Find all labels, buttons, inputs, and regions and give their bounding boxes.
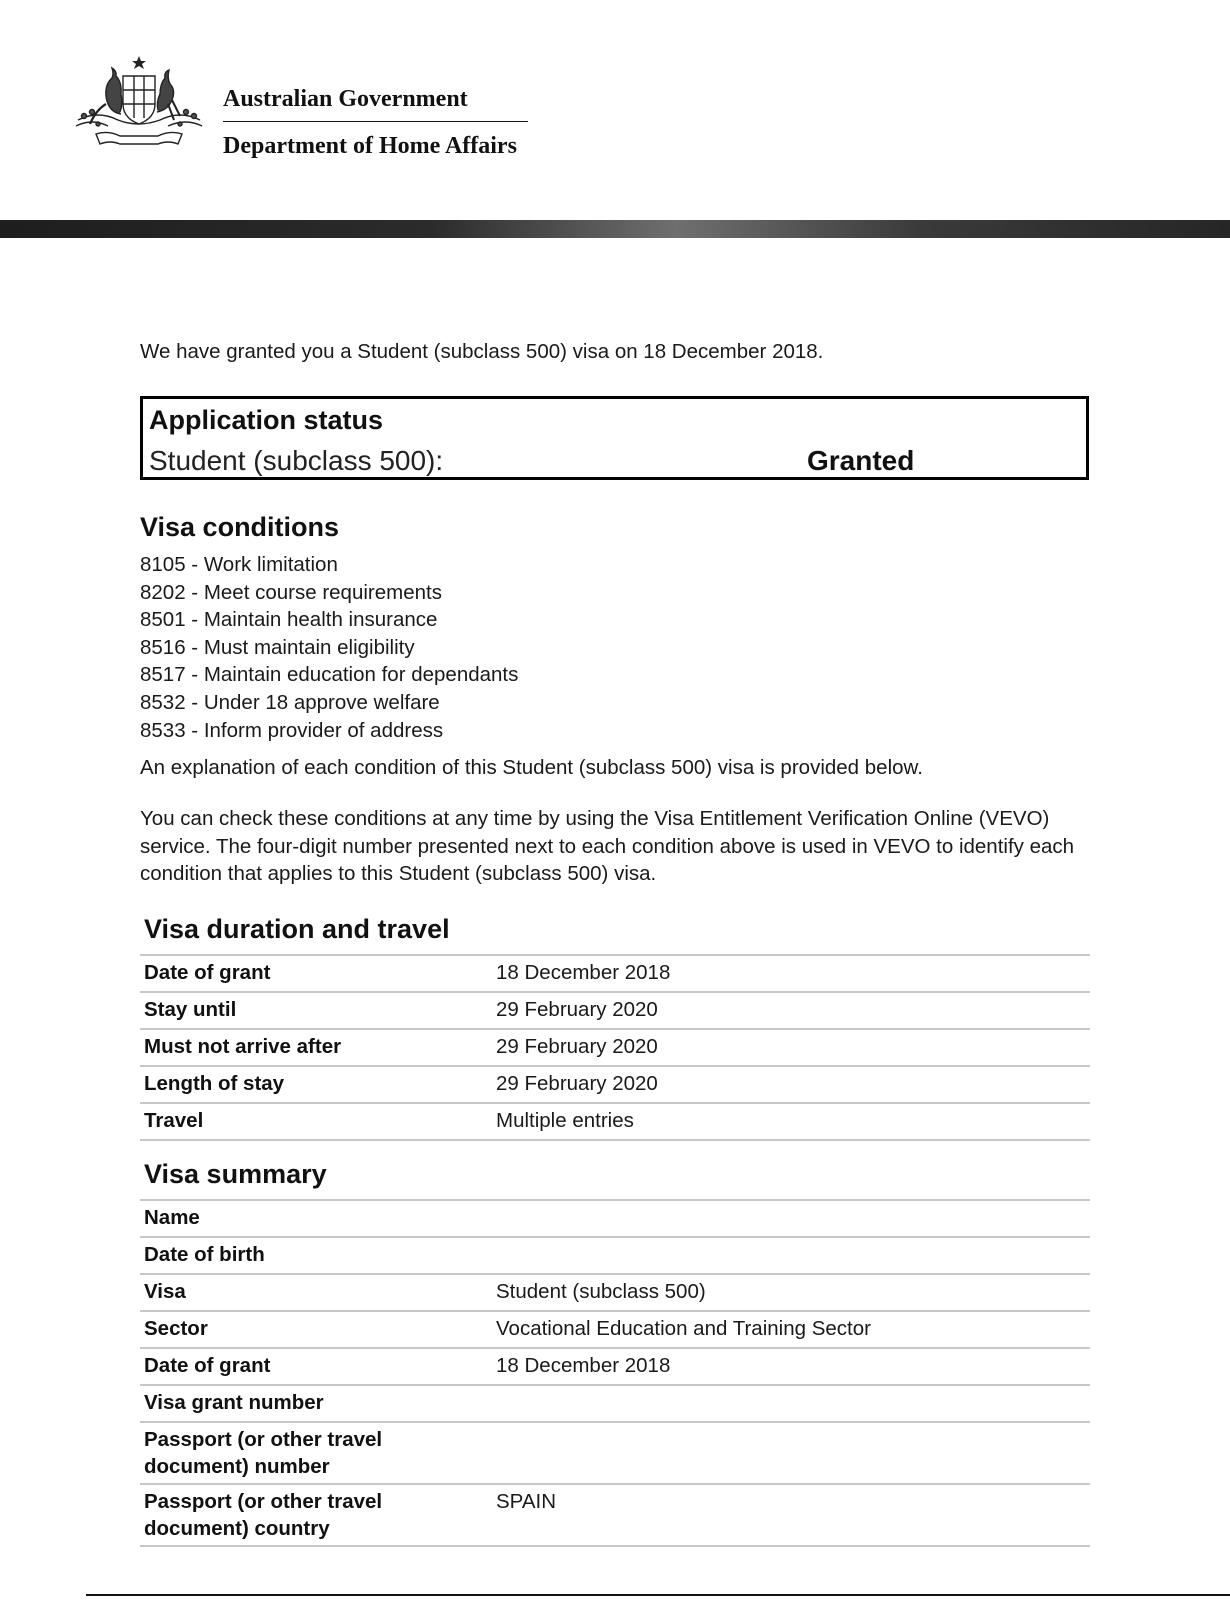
row-value: SPAIN xyxy=(492,1484,1090,1546)
row-label: Passport (or other travel document) number xyxy=(140,1422,492,1484)
table-row xyxy=(140,1422,1090,1484)
condition-item: 8105 - Work limitation xyxy=(140,553,338,576)
row-label: Visa xyxy=(140,1274,492,1311)
table-row xyxy=(140,1237,1090,1274)
footer-divider xyxy=(86,1594,1230,1596)
row-label: Name xyxy=(140,1200,492,1237)
table-row xyxy=(140,1274,1090,1311)
application-status-box xyxy=(140,396,1089,480)
table-row xyxy=(140,1311,1090,1348)
grant-statement: We have granted you a Student (subclass 500) visa on 18 December 2018. xyxy=(140,340,824,363)
row-label: Length of stay xyxy=(140,1066,492,1103)
row-label: Date of grant xyxy=(140,1348,492,1385)
row-value: 29 February 2020 xyxy=(492,1066,1090,1103)
table-row xyxy=(140,1385,1090,1422)
row-value: 29 February 2020 xyxy=(492,1029,1090,1066)
row-value: Multiple entries xyxy=(492,1103,1090,1140)
condition-item: 8533 - Inform provider of address xyxy=(140,718,444,742)
government-name: Australian Government xyxy=(223,86,528,122)
condition-item: 8532 - Under 18 approve welfare xyxy=(140,690,440,714)
visa-conditions-title: Visa conditions xyxy=(140,512,340,542)
row-label: Sector xyxy=(140,1311,492,1348)
department-name: Department of Home Affairs xyxy=(223,133,517,159)
table-row xyxy=(140,1103,1090,1140)
application-visa-type: Student (subclass 500): xyxy=(149,445,444,476)
vevo-note: You can check these conditions at any time by using the Visa Entitlement Verification Online (VEVO) service. The four-digit number presented next to each condition above is used in VEVO to identify each condition that applies to this Student (subclass 500) visa. xyxy=(140,807,1075,886)
row-value: 18 December 2018 xyxy=(492,955,1090,992)
row-value xyxy=(492,1237,1090,1274)
row-label: Travel xyxy=(140,1103,492,1140)
coat-of-arms-logo xyxy=(68,54,210,156)
table-row xyxy=(140,992,1090,1029)
visa-duration-title: Visa duration and travel xyxy=(144,914,450,944)
table-row xyxy=(140,955,1090,992)
visa-conditions-list xyxy=(140,551,518,744)
row-value: 29 February 2020 xyxy=(492,992,1090,1029)
row-label: Passport (or other travel document) country xyxy=(140,1484,492,1546)
visa-duration-table xyxy=(140,954,1090,1141)
condition-item: 8516 - Must maintain eligibility xyxy=(140,635,415,659)
row-label: Visa grant number xyxy=(140,1385,492,1422)
header-band xyxy=(0,220,1230,238)
row-value: Vocational Education and Training Sector xyxy=(492,1311,1090,1348)
application-status-value: Granted xyxy=(807,445,915,476)
table-row xyxy=(140,1348,1090,1385)
conditions-explanation: An explanation of each condition of this Student (subclass 500) visa is provided below. xyxy=(140,756,923,779)
condition-item: 8202 - Meet course requirements xyxy=(140,580,442,604)
row-value: Student (subclass 500) xyxy=(492,1274,1090,1311)
row-label: Date of grant xyxy=(140,955,492,992)
table-row xyxy=(140,1029,1090,1066)
row-value xyxy=(492,1385,1090,1422)
visa-summary-table xyxy=(140,1199,1090,1547)
row-value xyxy=(492,1422,1090,1484)
letter-body xyxy=(140,340,1092,1540)
table-row xyxy=(140,1066,1090,1103)
letterhead xyxy=(0,0,1230,215)
visa-summary-title: Visa summary xyxy=(144,1159,327,1189)
row-value: 18 December 2018 xyxy=(492,1348,1090,1385)
row-value xyxy=(492,1200,1090,1237)
condition-item: 8501 - Maintain health insurance xyxy=(140,608,438,632)
table-row xyxy=(140,1200,1090,1237)
row-label: Date of birth xyxy=(140,1237,492,1274)
application-status-title: Application status xyxy=(149,405,384,435)
row-label: Must not arrive after xyxy=(140,1029,492,1066)
condition-item: 8517 - Maintain education for dependants xyxy=(140,663,519,687)
row-label: Stay until xyxy=(140,992,492,1029)
table-row xyxy=(140,1484,1090,1546)
